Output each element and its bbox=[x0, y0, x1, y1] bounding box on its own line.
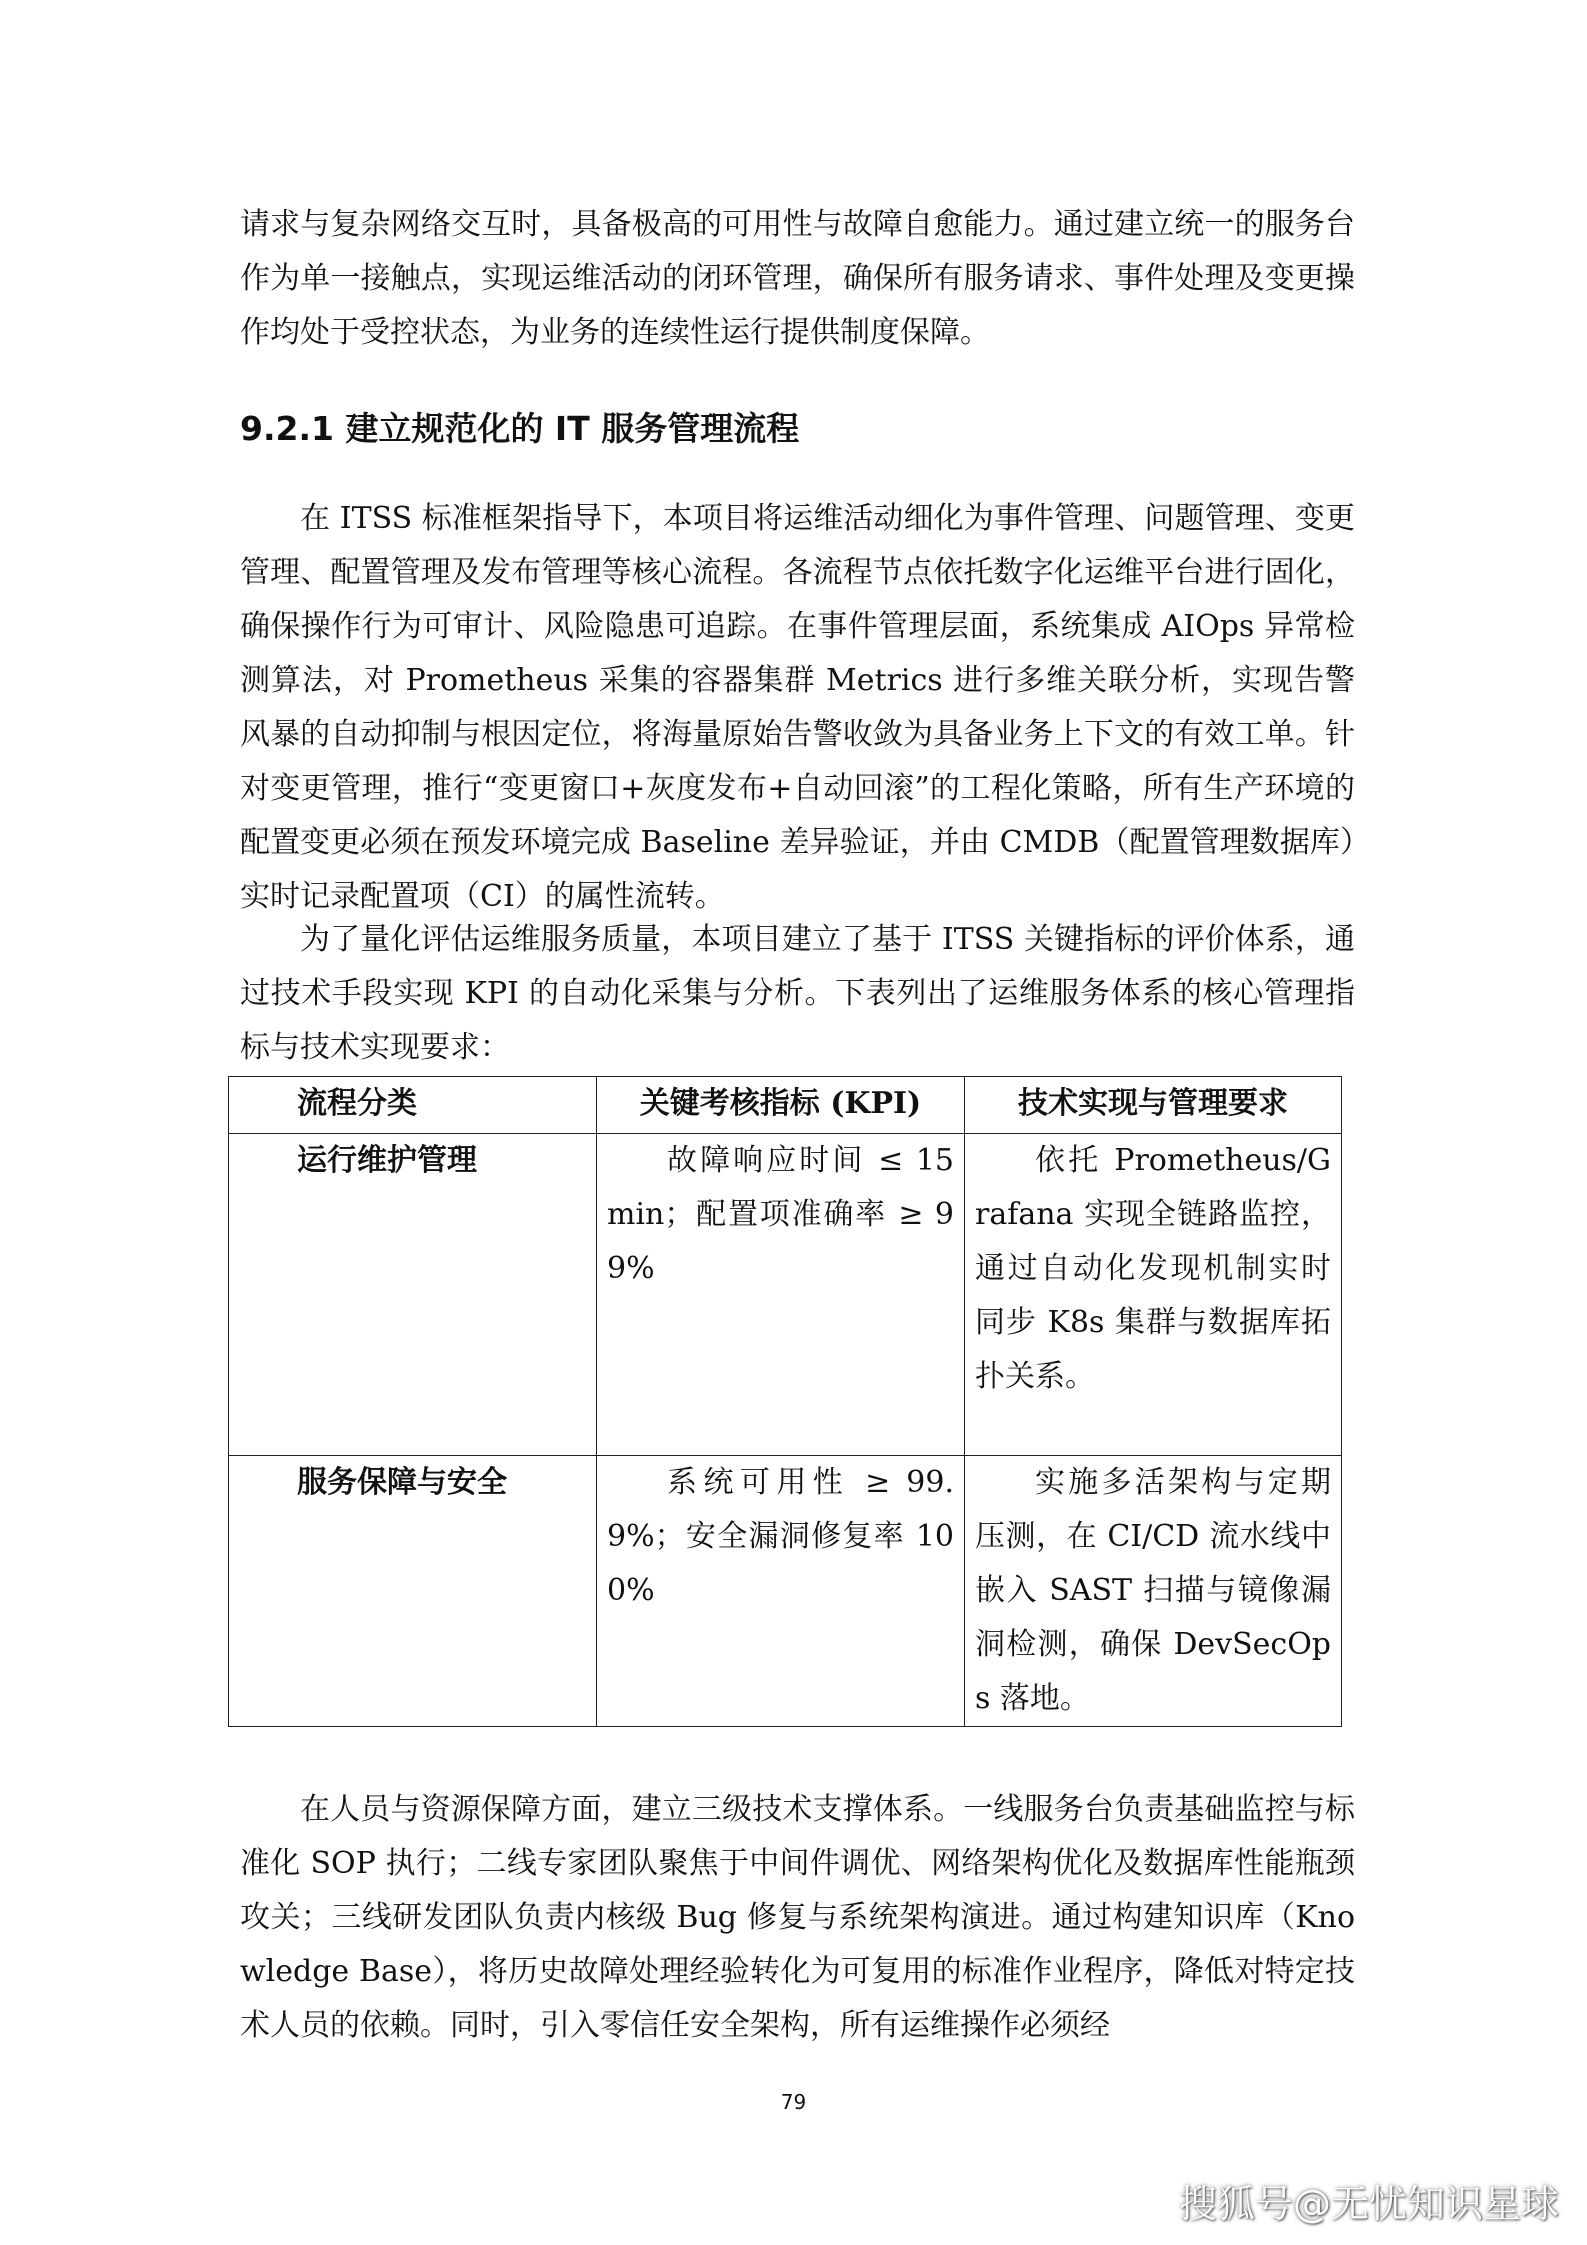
row-kpi: 故障响应时间 ≤ 15min；配置项准确率 ≥ 99% bbox=[597, 1134, 965, 1456]
row-category: 服务保障与安全 bbox=[229, 1456, 597, 1727]
watermark: 搜狐号@无忧知识星球 bbox=[1178, 2182, 1559, 2226]
header-process-category: 流程分类 bbox=[229, 1077, 597, 1134]
table-row bbox=[229, 1134, 1342, 1456]
row-category: 运行维护管理 bbox=[229, 1134, 597, 1456]
page-number: 79 bbox=[780, 2090, 807, 2114]
paragraph-support-system: 在人员与资源保障方面，建立三级技术支撑体系。一线服务台负责基础监控与标准化 SOP 执行；二线专家团队聚焦于中间件调优、网络架构优化及数据库性能瓶颈攻关；三线研发团队负责内核级 Bug 修复与系统架构演进。通过构建知识库（Knowledge Base），将历史故障处理经验转化为可复用的标准作业程序，降低对特定技术人员的依赖。同时，引入零信任安全架构，所有运维操作必须经 bbox=[240, 1792, 1355, 2043]
table-header-row bbox=[229, 1077, 1342, 1134]
paragraph-itss-process: 在 ITSS 标准框架指导下，本项目将运维活动细化为事件管理、问题管理、变更管理、配置管理及发布管理等核心流程。各流程节点依托数字化运维平台进行固化，确保操作行为可审计、风险隐患可追踪。在事件管理层面，系统集成 AIOps 异常检测算法，对 Prometheus 采集的容器集群 Metrics 进行多维关联分析，实现告警风暴的自动抑制与根因定位，将海量原始告警收敛为具备业务上下文的有效工单。针对变更管理，推行“变更窗口+灰度发布+自动回滚”的工程化策略，所有生产环境的配置变更必须在预发环境完成 Baseline 差异验证，并由 CMDB（配置管理数据库）实时记录配置项（CI）的属性流转。 bbox=[240, 501, 1355, 914]
header-kpi: 关键考核指标 (KPI) bbox=[597, 1077, 965, 1134]
paragraph-kpi-intro: 为了量化评估运维服务质量，本项目建立了基于 ITSS 关键指标的评价体系，通过技术手段实现 KPI 的自动化采集与分析。下表列出了运维服务体系的核心管理指标与技术实现要求： bbox=[240, 922, 1355, 1065]
row-kpi: 系统可用性 ≥ 99.9%；安全漏洞修复率 100% bbox=[597, 1456, 965, 1727]
header-requirements: 技术实现与管理要求 bbox=[965, 1077, 1342, 1134]
paragraph-intro: 请求与复杂网络交互时，具备极高的可用性与故障自愈能力。通过建立统一的服务台作为单一接触点，实现运维活动的闭环管理，确保所有服务请求、事件处理及变更操作均处于受控状态，为业务的连续性运行提供制度保障。 bbox=[240, 207, 1355, 350]
table-row bbox=[229, 1456, 1342, 1727]
section-heading: 9.2.1 建立规范化的 IT 服务管理流程 bbox=[240, 409, 800, 448]
row-requirement: 实施多活架构与定期压测，在 CI/CD 流水线中嵌入 SAST 扫描与镜像漏洞检测，确保 DevSecOps 落地。 bbox=[965, 1456, 1342, 1727]
row-requirement: 依托 Prometheus/Grafana 实现全链路监控，通过自动化发现机制实时同步 K8s 集群与数据库拓扑关系。 bbox=[965, 1134, 1342, 1456]
kpi-table bbox=[228, 1076, 1342, 1727]
